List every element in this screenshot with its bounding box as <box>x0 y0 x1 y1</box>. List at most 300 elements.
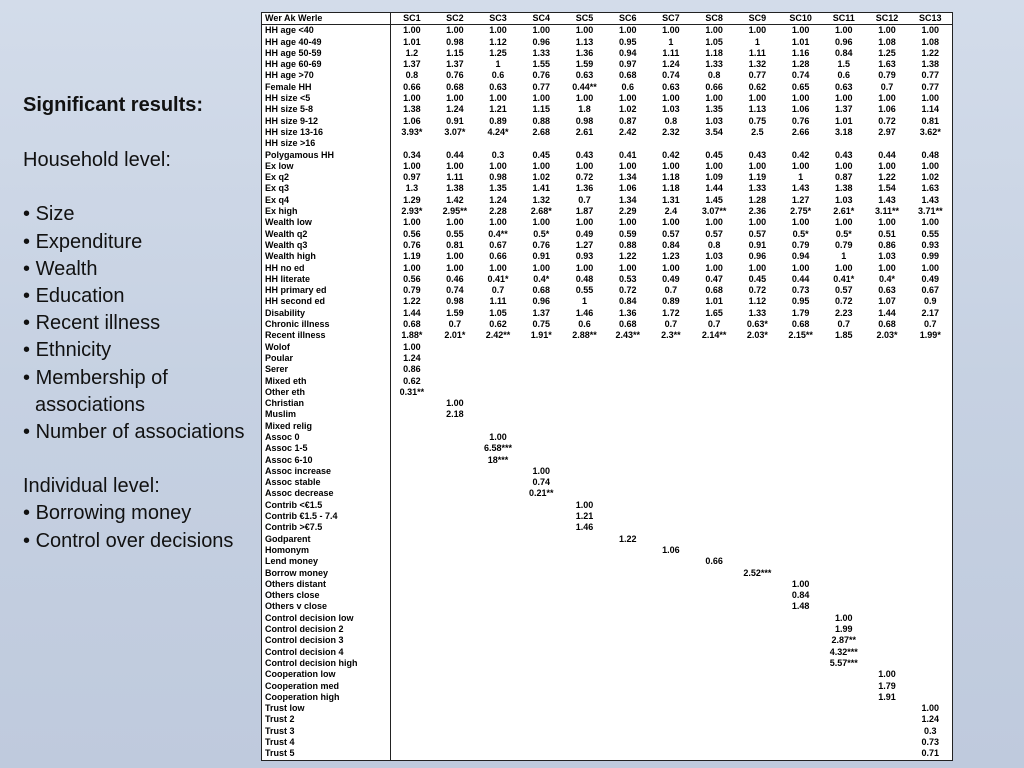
table-cell <box>779 748 822 759</box>
table-cell <box>520 545 563 556</box>
row-label: Control decision low <box>262 613 390 624</box>
table-cell <box>649 590 692 601</box>
table-row <box>262 714 952 725</box>
table-cell <box>476 477 519 488</box>
table-cell: 0.44 <box>878 149 896 160</box>
table-cell: 0.63 <box>662 81 680 92</box>
table-cell <box>822 387 865 398</box>
table-cell <box>736 522 779 533</box>
table-cell <box>520 703 563 714</box>
row-label: HH size 13-16 <box>262 127 390 138</box>
table-cell: 2.18 <box>446 409 464 420</box>
table-cell: 0.68 <box>403 319 421 330</box>
table-cell: 1.06 <box>791 104 810 115</box>
table-cell: 1.18 <box>662 172 680 183</box>
table-cell: 2.93* <box>401 206 423 217</box>
table-cell: 1.02 <box>921 172 940 183</box>
table-cell <box>865 443 908 454</box>
table-cell: 1.46 <box>575 522 594 533</box>
table-cell <box>693 466 736 477</box>
table-cell <box>520 376 563 387</box>
table-cell: 0.84 <box>618 296 637 307</box>
table-cell <box>390 398 433 409</box>
table-cell: 1.44 <box>403 307 421 318</box>
row-label: Disability <box>262 308 390 319</box>
table-cell: 3.07* <box>444 126 466 137</box>
table-cell: 0.62 <box>748 81 767 92</box>
table-cell <box>606 409 649 420</box>
row-label: HH size 9-12 <box>262 116 390 127</box>
table-cell: 2.88** <box>572 330 597 341</box>
table-cell: 0.3 <box>491 149 505 160</box>
table-cell: 1.59 <box>575 59 594 70</box>
table-cell <box>649 669 692 680</box>
table-cell: 0.68 <box>878 319 896 330</box>
table-cell <box>520 364 563 375</box>
table-cell <box>476 138 519 149</box>
household-section <box>23 147 253 446</box>
row-label: HH age 60-69 <box>262 59 390 70</box>
table-cell <box>649 635 692 646</box>
table-cell <box>865 579 908 590</box>
table-cell <box>476 681 519 692</box>
column-header: SC12 <box>865 13 908 25</box>
table-cell <box>693 534 736 545</box>
row-label: Contrib €1.5 - 7.4 <box>262 511 390 522</box>
table-cell <box>606 681 649 692</box>
table-row <box>262 308 952 319</box>
table-cell <box>390 726 433 737</box>
table-cell: 1.45 <box>705 194 723 205</box>
table-cell <box>909 421 952 432</box>
table-cell <box>606 692 649 703</box>
table-cell: 1.8 <box>578 104 591 115</box>
table-cell <box>909 635 952 646</box>
column-header: SC2 <box>433 13 476 25</box>
table-row <box>262 104 952 115</box>
table-header-row <box>262 13 952 25</box>
table-cell <box>693 737 736 748</box>
table-cell: 0.4* <box>533 273 550 284</box>
table-cell: 1.00 <box>575 262 594 273</box>
table-cell: 1.18 <box>662 183 680 194</box>
table-cell: 0.8 <box>707 239 721 250</box>
table-row <box>262 183 952 194</box>
row-label: Cooperation med <box>262 681 390 692</box>
table-cell: 1.02 <box>618 104 637 115</box>
table-cell <box>822 443 865 454</box>
table-cell <box>909 601 952 612</box>
table-cell <box>520 590 563 601</box>
table-cell <box>433 714 476 725</box>
table-cell <box>736 601 779 612</box>
table-cell <box>865 726 908 737</box>
table-cell <box>563 376 606 387</box>
table-cell <box>606 647 649 658</box>
table-cell: 0.72 <box>575 172 594 183</box>
table-cell <box>736 138 779 149</box>
table-cell: 1.00 <box>835 25 853 36</box>
table-cell: 3.07** <box>701 206 727 217</box>
table-cell: 1.00 <box>791 160 810 171</box>
table-cell <box>606 387 649 398</box>
table-cell: 2.3** <box>661 330 681 341</box>
table-cell <box>390 466 433 477</box>
table-cell <box>476 545 519 556</box>
table-cell <box>779 342 822 353</box>
table-cell: 0.74 <box>532 477 551 488</box>
table-cell: 1.63 <box>921 183 940 194</box>
table-cell <box>736 635 779 646</box>
table-cell: 1.00 <box>748 25 767 36</box>
table-cell <box>909 579 952 590</box>
table-cell <box>476 500 519 511</box>
table-cell: 1.00 <box>446 262 464 273</box>
table-cell: 1.07 <box>878 296 896 307</box>
table-cell: 1.00 <box>618 25 637 36</box>
table-cell <box>909 647 952 658</box>
table-cell <box>606 635 649 646</box>
table-cell: 1.38 <box>403 104 421 115</box>
table-cell <box>649 432 692 443</box>
table-cell <box>563 545 606 556</box>
table-cell: 0.44 <box>446 149 464 160</box>
table-cell <box>693 635 736 646</box>
table-cell: 1 <box>841 251 847 262</box>
table-cell <box>822 409 865 420</box>
table-cell <box>649 658 692 669</box>
row-label: Ex q3 <box>262 183 390 194</box>
bullet-item: • Education <box>23 283 253 310</box>
table-cell <box>736 726 779 737</box>
table-cell: 3.71** <box>918 206 943 217</box>
table-cell <box>865 613 908 624</box>
table-cell: 0.63 <box>575 70 594 81</box>
table-cell <box>693 455 736 466</box>
table-cell: 1.18 <box>705 47 723 58</box>
table-cell <box>736 409 779 420</box>
table-cell <box>779 635 822 646</box>
table-cell: 0.7 <box>837 319 851 330</box>
table-cell <box>693 545 736 556</box>
table-cell: 1.00 <box>618 262 637 273</box>
row-label: Assoc 1-5 <box>262 443 390 454</box>
table-cell <box>865 387 908 398</box>
table-cell <box>693 579 736 590</box>
table-cell <box>865 624 908 635</box>
table-cell: 1.14 <box>921 104 940 115</box>
bullet-item: • Membership of associations <box>23 365 253 419</box>
table-cell <box>822 568 865 579</box>
table-cell <box>563 556 606 567</box>
table-cell <box>606 601 649 612</box>
table-cell: 0.43 <box>748 149 767 160</box>
table-cell: 0.89 <box>662 296 680 307</box>
table-cell <box>606 443 649 454</box>
row-label: Trust 4 <box>262 737 390 748</box>
table-cell: 1.00 <box>489 25 507 36</box>
table-cell: 0.41* <box>833 273 855 284</box>
table-cell <box>779 714 822 725</box>
table-cell <box>476 726 519 737</box>
table-cell <box>649 488 692 499</box>
table-cell: 2.03* <box>876 330 898 341</box>
table-cell: 0.77 <box>921 70 940 81</box>
table-cell <box>865 138 908 149</box>
table-cell <box>390 681 433 692</box>
table-cell: 2.28 <box>489 206 507 217</box>
table-cell: 0.73 <box>791 285 810 296</box>
row-label: Female HH <box>262 82 390 93</box>
table-cell: 0.7 <box>578 194 591 205</box>
table-cell <box>693 681 736 692</box>
table-cell <box>693 703 736 714</box>
row-label: Chronic illness <box>262 319 390 330</box>
table-cell: 1.15 <box>446 47 464 58</box>
table-cell: 1.46 <box>575 307 594 318</box>
table-cell: 1 <box>798 172 804 183</box>
table-cell <box>433 488 476 499</box>
table-cell <box>779 364 822 375</box>
table-cell <box>779 432 822 443</box>
table-row <box>262 387 952 398</box>
table-cell: 0.79 <box>835 239 853 250</box>
table-cell <box>736 545 779 556</box>
table-cell: 0.84 <box>662 239 680 250</box>
table-cell <box>865 488 908 499</box>
table-cell: 1.19 <box>403 251 421 262</box>
table-cell <box>433 342 476 353</box>
table-cell <box>390 488 433 499</box>
table-cell <box>390 500 433 511</box>
table-cell: 0.99 <box>921 251 940 262</box>
table-cell: 1.38 <box>835 183 853 194</box>
table-row <box>262 568 952 579</box>
table-cell: 1.00 <box>403 93 421 104</box>
table-cell <box>520 421 563 432</box>
table-row <box>262 500 952 511</box>
table-cell: 0.7 <box>707 319 721 330</box>
table-cell: 0.75 <box>748 115 767 126</box>
table-cell <box>822 748 865 759</box>
table-cell <box>563 601 606 612</box>
table-cell: 0.74 <box>446 285 464 296</box>
table-cell: 0.89 <box>489 115 507 126</box>
table-cell <box>649 534 692 545</box>
column-header: SC6 <box>606 13 649 25</box>
row-label: HH second ed <box>262 296 390 307</box>
table-cell <box>822 376 865 387</box>
table-cell <box>649 748 692 759</box>
table-cell <box>909 545 952 556</box>
table-cell <box>563 409 606 420</box>
table-cell: 1.00 <box>835 93 853 104</box>
table-cell: 1.06 <box>878 104 896 115</box>
table-cell <box>865 703 908 714</box>
table-cell: 0.7 <box>664 319 678 330</box>
table-row <box>262 703 952 714</box>
table-cell <box>909 669 952 680</box>
table-cell <box>476 466 519 477</box>
table-cell <box>433 387 476 398</box>
table-cell: 1.11 <box>446 172 464 183</box>
table-cell: 2.42** <box>485 330 511 341</box>
table-cell: 1.38 <box>921 59 940 70</box>
table-cell: 0.88 <box>618 239 637 250</box>
table-cell <box>822 590 865 601</box>
table-cell <box>606 398 649 409</box>
table-cell <box>909 409 952 420</box>
table-cell: 1.00 <box>489 217 507 228</box>
table-cell <box>865 466 908 477</box>
table-cell: 2.4 <box>664 206 678 217</box>
table-cell <box>520 669 563 680</box>
bullet-item: • Borrowing money <box>23 500 253 527</box>
table-cell <box>563 613 606 624</box>
table-cell <box>563 568 606 579</box>
table-row <box>262 296 952 307</box>
table-cell: 1.34 <box>618 194 637 205</box>
row-label: Serer <box>262 364 390 375</box>
table-cell: 1.00 <box>921 703 940 714</box>
row-label: Wealth low <box>262 217 390 228</box>
table-cell: 1.00 <box>662 25 680 36</box>
table-cell: 1.00 <box>618 217 637 228</box>
table-cell: 6.58*** <box>484 443 513 454</box>
table-cell: 0.68 <box>532 285 551 296</box>
row-label: Poular <box>262 353 390 364</box>
table-cell <box>736 703 779 714</box>
table-cell: 4.32*** <box>829 646 858 657</box>
table-cell: 0.74 <box>791 70 810 81</box>
table-row <box>262 37 952 48</box>
table-cell <box>693 613 736 624</box>
table-cell <box>606 364 649 375</box>
column-header: SC3 <box>476 13 519 25</box>
table-cell <box>563 353 606 364</box>
table-cell <box>390 568 433 579</box>
table-cell: 1.37 <box>835 104 853 115</box>
row-label: Mixed relig <box>262 421 390 432</box>
table-row <box>262 421 952 432</box>
table-cell <box>909 613 952 624</box>
table-cell: 1.00 <box>791 262 810 273</box>
table-cell: 0.51 <box>878 228 896 239</box>
table-row <box>262 172 952 183</box>
table-cell <box>563 658 606 669</box>
table-cell: 1.33 <box>532 47 551 58</box>
table-row <box>262 556 952 567</box>
table-cell <box>822 511 865 522</box>
table-cell: 1.05 <box>489 307 507 318</box>
table-cell: 1.00 <box>835 217 853 228</box>
table-cell <box>822 432 865 443</box>
table-cell <box>909 466 952 477</box>
table-cell <box>390 511 433 522</box>
row-label: Trust low <box>262 703 390 714</box>
table-cell <box>779 511 822 522</box>
row-label: HH age >70 <box>262 70 390 81</box>
table-cell <box>865 545 908 556</box>
table-cell <box>909 443 952 454</box>
table-cell: 1.3 <box>405 183 419 194</box>
row-label: Others close <box>262 590 390 601</box>
table-cell: 1.09 <box>705 172 723 183</box>
table-cell: 1.35 <box>705 104 723 115</box>
table-cell <box>822 477 865 488</box>
table-cell: 1.00 <box>662 160 680 171</box>
table-row <box>262 681 952 692</box>
table-cell: 1.00 <box>878 262 896 273</box>
table-cell <box>649 522 692 533</box>
table-cell: 1.28 <box>791 59 810 70</box>
table-cell: 0.8 <box>405 70 419 81</box>
table-cell: 0.63* <box>746 319 768 330</box>
table-row <box>262 59 952 70</box>
table-cell: 3.11** <box>875 206 900 217</box>
table-cell: 1.00 <box>921 25 940 36</box>
table-cell: 1.79 <box>791 307 810 318</box>
table-cell <box>606 477 649 488</box>
table-cell <box>822 726 865 737</box>
table-cell <box>390 590 433 601</box>
table-cell <box>736 376 779 387</box>
table-cell <box>433 466 476 477</box>
table-cell <box>390 138 433 149</box>
table-cell <box>649 398 692 409</box>
table-cell <box>822 488 865 499</box>
table-cell <box>563 477 606 488</box>
table-cell <box>433 748 476 759</box>
table-cell: 1.37 <box>403 59 421 70</box>
table-cell: 0.47 <box>705 273 723 284</box>
row-label: HH age 50-59 <box>262 48 390 59</box>
table-cell: 2.15** <box>788 330 813 341</box>
table-row <box>262 82 952 93</box>
table-cell: 1.00 <box>662 93 680 104</box>
table-cell <box>822 556 865 567</box>
table-cell: 1.25 <box>878 47 896 58</box>
table-cell: 1.19 <box>748 172 767 183</box>
table-row <box>262 409 952 420</box>
table-cell: 1.13 <box>748 104 767 115</box>
column-header: SC1 <box>390 13 433 25</box>
table-cell: 0.55 <box>575 285 594 296</box>
table-cell <box>649 556 692 567</box>
table-cell: 0.86 <box>878 239 896 250</box>
row-label: Wolof <box>262 342 390 353</box>
table-cell: 0.77 <box>748 70 767 81</box>
table-row <box>262 647 952 658</box>
table-cell <box>649 681 692 692</box>
table-cell <box>606 568 649 579</box>
table-cell: 1.00 <box>532 262 551 273</box>
table-cell: 1.03 <box>878 251 896 262</box>
table-cell <box>779 681 822 692</box>
table-body <box>262 25 952 760</box>
table-cell <box>736 421 779 432</box>
table-cell <box>520 556 563 567</box>
table-cell: 0.91 <box>532 251 551 262</box>
table-cell: 1.23 <box>662 251 680 262</box>
row-label: HH size 5-8 <box>262 104 390 115</box>
table-cell: 1.99* <box>919 330 941 341</box>
table-cell: 2.87** <box>831 635 857 646</box>
table-cell <box>865 556 908 567</box>
table-cell <box>563 443 606 454</box>
table-cell <box>649 138 692 149</box>
table-cell <box>433 579 476 590</box>
